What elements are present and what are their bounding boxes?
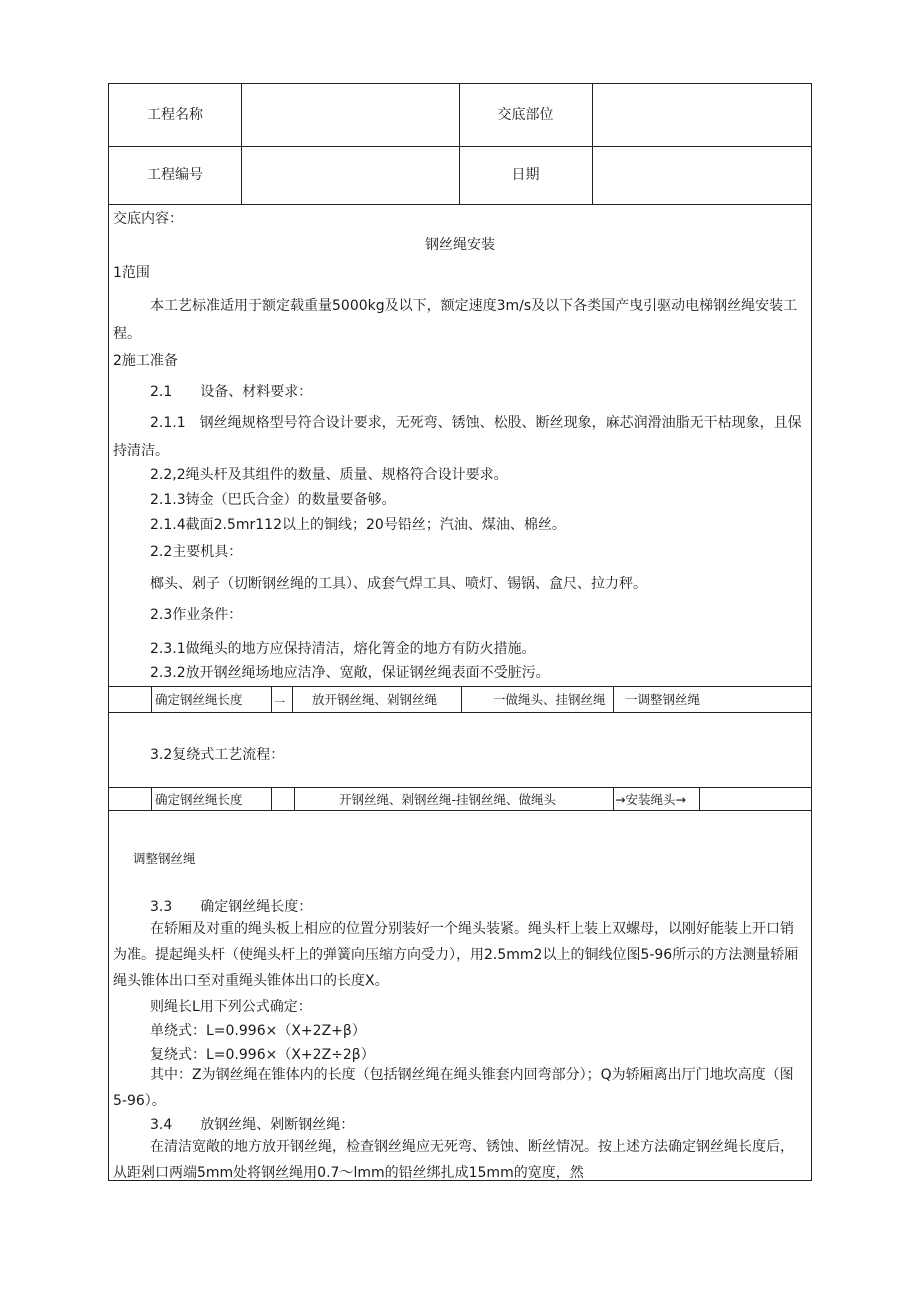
- flow2-divider: [151, 787, 152, 810]
- flow2-bottom-border: [109, 810, 811, 811]
- section-2-1-4: 2.1.4截面2.5mr112以上的铜线；20号铅丝；汽油、煤油、棉丝。: [150, 517, 566, 533]
- flow1-arrow: 一: [274, 696, 285, 709]
- section-3-4-text: 在清洁宽敞的地方放开钢丝绳，检查钢丝绳应无死弯、锈蚀、断丝情况。按上述方法确定钢丝绳长度后，从距剁口两端5mm处将钢丝绳用0.7～lmm的铅丝绑扎成15mm的宽度，然: [113, 1139, 794, 1181]
- section-2-1-3: 2.1.3铸金（巴氏合金）的数量要备够。: [150, 492, 396, 508]
- formula-single-wrap: 单绕式：L=0.996×（X+2Z+β）: [150, 1023, 366, 1039]
- flow1-divider: [151, 686, 152, 712]
- section-2-3: 2.3作业条件：: [150, 607, 243, 623]
- section-2-2-text: 榔头、剁子（切断钢丝绳的工具）、成套气焊工具、喷灯、锡锅、盒尺、拉力秤。: [150, 576, 647, 592]
- section-3-3: 3.3 确定钢丝绳长度：: [150, 899, 313, 915]
- section-3-3-text: 在轿厢及对重的绳头板上相应的位置分别装好一个绳头装紧。绳头杆上装上双螺母，以刚好能装上开口销为准。提起绳头杆（使绳头杆上的弹簧向压缩方向受力），用2.5mm2以上的铜线位图5-96所示的方法测量轿厢绳头锥体出口至对重绳头锥体出口的长度X。: [113, 921, 799, 989]
- section-2-heading: 2施工准备: [113, 353, 178, 369]
- section-3-2: 3.2复绕式工艺流程：: [150, 747, 285, 763]
- flow1-divider: [613, 686, 614, 712]
- formula-double-wrap: 复绕式：L=0.996×（X+2Z÷2β）: [150, 1047, 375, 1063]
- flow1-step-make-head: 一做绳头、挂钢丝绳: [493, 692, 606, 707]
- flow2-step-adjust: 调整钢丝绳: [133, 851, 196, 866]
- section-2-3-2: 2.3.2放开钢丝绳场地应洁净、宽敞，保证钢丝绳表面不受脏污。: [150, 665, 550, 681]
- content-label: 交底内容：: [113, 211, 183, 227]
- section-1-text: 本工艺标准适用于额定载重量5000kg及以下，额定速度3m∕s及以下各类国产曳引驱动电梯钢丝绳安装工程。: [113, 298, 798, 342]
- flow2-divider: [271, 787, 272, 810]
- disclosure-form: [108, 83, 812, 1181]
- document-title: 钢丝绳安装: [425, 237, 495, 253]
- section-2-3-1: 2.3.1做绳头的地方应保持清洁，熔化箐金的地方有防火措施。: [150, 641, 536, 657]
- flow2-divider: [294, 787, 295, 810]
- flow1-step-adjust: 一调整钢丝绳: [625, 692, 701, 707]
- header-col-divider: [592, 84, 593, 204]
- flow2-step-determine-length: 确定钢丝绳长度: [155, 792, 243, 807]
- section-2-1: 2.1 设备、材料要求：: [150, 384, 313, 400]
- flow2-divider: [613, 787, 614, 810]
- project-name-label: 工程名称: [147, 107, 203, 123]
- flow1-step-determine-length: 确定钢丝绳长度: [155, 692, 243, 707]
- flow2-step-cut-hang: 开钢丝绳、剁钢丝绳-挂钢丝绳、做绳头: [339, 792, 557, 807]
- header-divider: [109, 146, 811, 147]
- formula-intro: 则绳长L用下列公式确定：: [150, 999, 312, 1015]
- flow2-divider: [699, 787, 700, 810]
- flow1-step-cut-rope: 放开钢丝绳、剁钢丝绳: [312, 692, 438, 707]
- section-2-1-1: 2.1.1 钢丝绳规格型号符合设计要求，无死弯、锈蚀、松股、断丝现象，麻芯润滑油脂无干枯现象，且保持清洁。: [113, 415, 802, 459]
- flow1-top-border: [109, 686, 811, 687]
- location-label: 交底部位: [497, 107, 554, 123]
- section-2-1-2: 2.2,2绳头杆及其组件的数量、质量、规格符合设计要求。: [150, 467, 508, 483]
- section-1-heading: 1范围: [113, 265, 150, 281]
- formula-note: 其中：Z为钢丝绳在锥体内的长度（包括钢丝绳在绳头锥套内回弯部分）；Q为轿厢离出厅门地坎高度（图5-96）。: [113, 1067, 794, 1109]
- flow2-top-border: [109, 787, 811, 788]
- header-bottom-border: [109, 204, 811, 205]
- section-2-2: 2.2主要机具：: [150, 544, 243, 560]
- flow1-divider: [292, 686, 293, 712]
- date-label: 日期: [511, 167, 540, 183]
- flow1-divider: [461, 686, 462, 712]
- flow1-divider: [271, 686, 272, 712]
- header-col-divider: [459, 84, 460, 204]
- section-3-4: 3.4 放钢丝绳、剁断钢丝绳：: [150, 1117, 355, 1133]
- header-col-divider: [241, 84, 242, 204]
- flow1-bottom-border: [109, 712, 811, 713]
- flow2-step-install-head: →安装绳头→: [615, 792, 686, 807]
- project-no-label: 工程编号: [147, 167, 203, 183]
